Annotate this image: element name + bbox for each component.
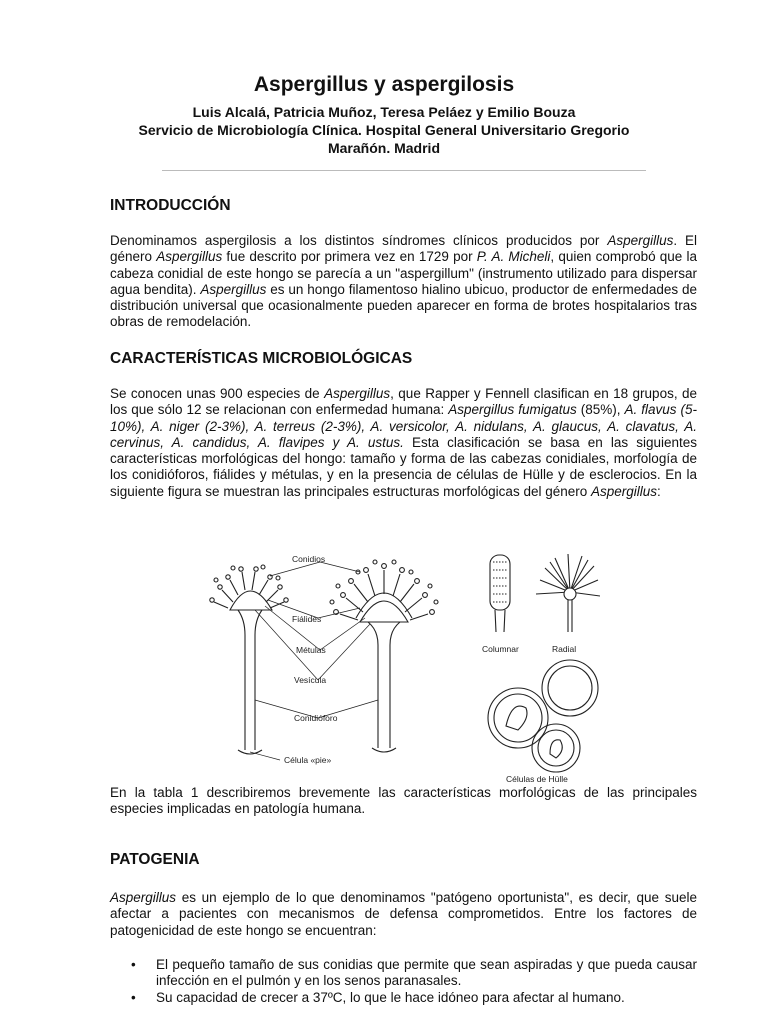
label-metulas: Métulas <box>296 645 326 655</box>
intro-paragraph: Denominamos aspergilosis a los distintos síndromes clínicos producidos por Aspergillus. El género Aspergillus fue descrito por primera vez en 1729 por P. A. Micheli, quien comprobó que la cabeza conidial de este hongo se parecía a un "aspergillum" (instrumento utilizado para dispersar agua bendita). Aspergillus es un hongo filamentoso hialino ubicuo, productor de enfermedades de distribución universal que ocasionalmente pueden aparecer en forma de brotes hospitalarios tras obras de remodelación. <box>110 233 697 330</box>
list-item: • Su capacidad de crecer a 37ºC, lo que le hace idóneo para afectar al humano. <box>131 989 625 1005</box>
patogenia-factors-list <box>110 957 697 1006</box>
small-conidiophore-drawing <box>210 565 288 754</box>
micro-after-figure-paragraph: En la tabla 1 describiremos brevemente las características morfológicas de las principales especies implicadas en patología humana. <box>110 785 697 817</box>
title-divider <box>162 170 646 171</box>
section-heading-introduccion: INTRODUCCIÓN <box>110 197 231 214</box>
columnar-head-drawing <box>490 555 510 632</box>
label-vesicula: Vesícula <box>294 675 327 685</box>
micro-paragraph: Se conocen unas 900 especies de Aspergillus, que Rapper y Fennell clasifican en 18 grupos, de los que sólo 12 se relacionan con enfermedad humana: Aspergillus fumigatus (85%), A. flavus (5-10%), A. niger (2-3%), A. terreus (2-3%), A. versicolor, A. nidulans, A. glaucus, A. clavatus, A. cervinus, A. candidus, A. flavipes y A. ustus. Esta clasificación se basa en las siguientes características morfológicas del hongo: tamaño y forma de las cabezas conidiales, morfología de los conidióforos, fiálides y métulas, y en la presencia de células de Hülle y de esclerocios. En la siguiente figura se muestran las principales estructuras morfológicas del género Aspergillus: <box>110 386 698 499</box>
label-hulle: Células de Hülle <box>506 774 568 784</box>
aspergillus-morphology-figure <box>200 540 600 785</box>
hulle-cells-drawing <box>488 660 598 772</box>
authors-line: Luis Alcalá, Patricia Muñoz, Teresa Peláez y Emilio Bouza <box>192 104 576 120</box>
label-conidios: Conidios <box>292 554 326 564</box>
label-radial: Radial <box>552 644 577 654</box>
large-conidiophore-drawing <box>330 560 438 752</box>
bullet-icon: • <box>131 957 136 972</box>
bullet-icon: • <box>131 989 136 1005</box>
section-heading-microbiologicas: CARACTERÍSTICAS MICROBIOLÓGICAS <box>110 350 413 367</box>
label-pointer-lines <box>250 562 378 760</box>
label-columnar: Columnar <box>482 644 519 654</box>
patogenia-paragraph: Aspergillus es un ejemplo de lo que denominamos "patógeno oportunista", es decir, que suele afectar a pacientes con mecanismos de defensa comprometidos. Entre los factores de patogenicidad de este hongo se encuentran: <box>110 890 697 938</box>
label-fialides: Fiálides <box>292 614 322 624</box>
label-conidioforo: Conidióforo <box>294 713 338 723</box>
affiliation-line: Servicio de Microbiología Clínica. Hospital General Universitario Gregorio Marañón. Madrid <box>138 122 630 156</box>
list-item: • El pequeño tamaño de sus conidias que permite que sean aspiradas y que pueda causar infección en el pulmón y en los senos paranasales. <box>131 957 697 989</box>
document-title: Aspergillus y aspergilosis <box>253 73 515 96</box>
label-celula-pie: Célula «pie» <box>284 755 332 765</box>
section-heading-patogenia: PATOGENIA <box>110 851 200 868</box>
radial-head-drawing <box>536 554 600 632</box>
